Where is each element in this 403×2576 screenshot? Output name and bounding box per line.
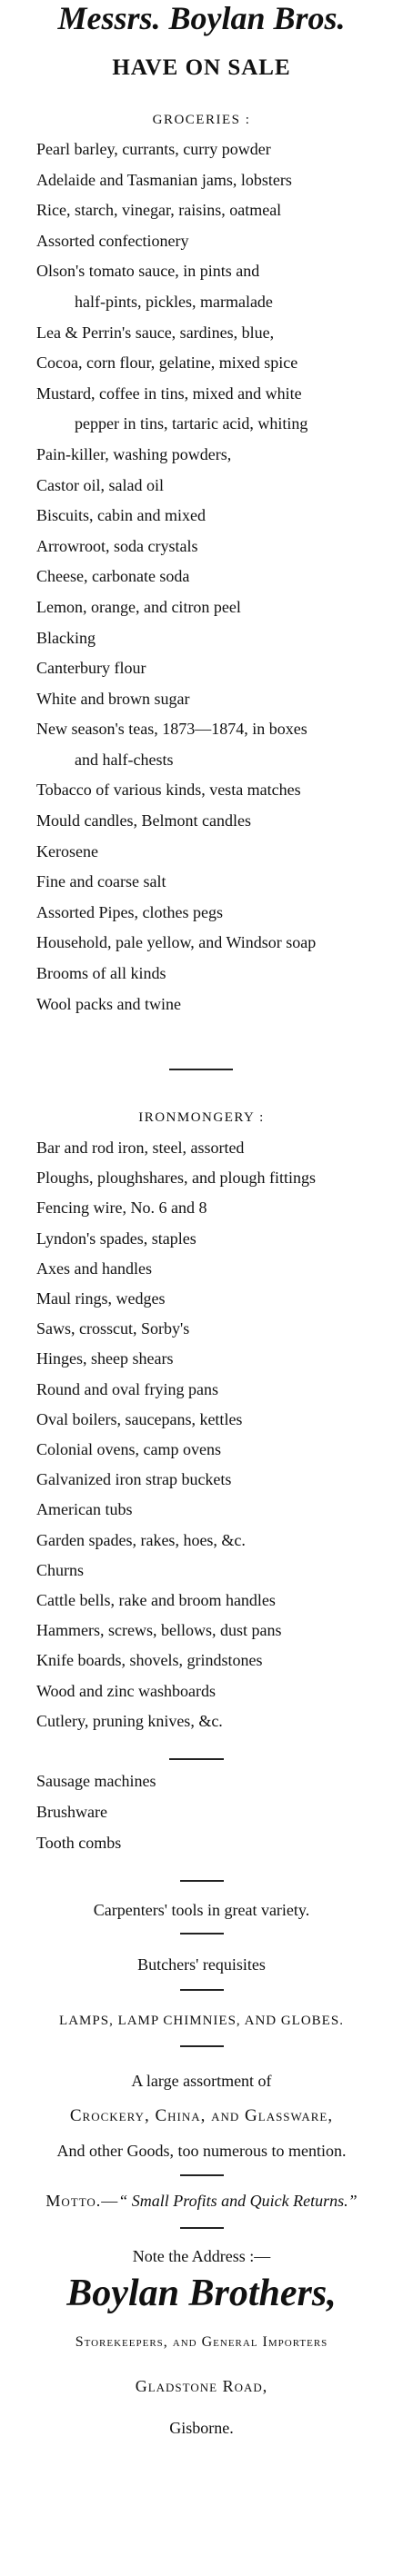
assortment-line-1: A large assortment of	[131, 2072, 272, 2090]
list-item: New season's teas, 1873—1874, in boxes	[36, 720, 307, 739]
list-item: half-pints, pickles, marmalade	[75, 292, 273, 311]
list-item: White and brown sugar	[36, 689, 190, 708]
list-item: Blacking	[36, 628, 96, 647]
assortment-line-3: And other Goods, too numerous to mention.	[56, 2142, 347, 2160]
groceries-title: GROCERIES :	[152, 113, 251, 127]
divider-rule	[180, 2174, 224, 2176]
list-item: Assorted confectionery	[36, 231, 189, 250]
list-item: Rice, starch, vinegar, raisins, oatmeal	[36, 201, 282, 220]
list-item: Wool packs and twine	[36, 994, 182, 1013]
list-item: Knife boards, shovels, grindstones	[36, 1651, 263, 1670]
list-item: pepper in tins, tartaric acid, whiting	[75, 414, 308, 433]
list-item: Olson's tomato sauce, in pints and	[36, 262, 260, 281]
list-item: Brooms of all kinds	[36, 964, 166, 983]
list-item: Brushware	[36, 1803, 107, 1821]
list-item: Fine and coarse salt	[36, 872, 166, 891]
list-item: Galvanized iron strap buckets	[36, 1470, 232, 1489]
footer-line-1: Storekeepers, and General Importers	[75, 2334, 328, 2350]
carpenters-notice: Carpenters' tools in great variety.	[93, 1901, 310, 1919]
list-item: Hammers, screws, bellows, dust pans	[36, 1621, 282, 1640]
header-subtitle: HAVE ON SALE	[112, 55, 291, 80]
ironmongery-list	[36, 1133, 396, 1736]
list-item: Arrowroot, soda crystals	[36, 536, 198, 555]
list-item: Biscuits, cabin and mixed	[36, 506, 206, 525]
list-item: Garden spades, rakes, hoes, &c.	[36, 1530, 246, 1549]
motto-line	[0, 2190, 403, 2212]
list-item: and half-chests	[75, 750, 174, 769]
list-item: Hinges, sheep shears	[36, 1349, 174, 1368]
list-item: Cheese, carbonate soda	[36, 567, 190, 586]
footer-line-3: Gisborne.	[169, 2419, 234, 2437]
divider-rule	[180, 1989, 224, 1991]
divider-rule	[180, 2227, 224, 2229]
list-item: Lea & Perrin's sauce, sardines, blue,	[36, 323, 275, 342]
assortment-line-2: Crockery, China, and Glassware,	[69, 2106, 334, 2125]
list-item: Ploughs, ploughshares, and plough fittings	[36, 1169, 316, 1188]
list-item: Bar and rod iron, steel, assorted	[36, 1139, 245, 1157]
ironmongery-title: IRONMONGERY :	[138, 1110, 265, 1125]
footer-line-2: Gladstone Road,	[135, 2377, 268, 2395]
list-item: Castor oil, salad oil	[36, 475, 164, 494]
list-item: Assorted Pipes, clothes pegs	[36, 902, 223, 921]
list-item: Cutlery, pruning knives, &c.	[36, 1711, 223, 1730]
list-item: American tubs	[36, 1500, 133, 1519]
list-item: Pearl barley, currants, curry powder	[36, 140, 271, 158]
list-item: Canterbury flour	[36, 659, 146, 678]
list-item: Sausage machines	[36, 1772, 156, 1790]
list-item: Wood and zinc washboards	[36, 1681, 216, 1700]
list-item: Lyndon's spades, staples	[36, 1228, 196, 1248]
list-item: Axes and handles	[36, 1258, 152, 1278]
list-item: Oval boilers, saucepans, kettles	[36, 1409, 243, 1428]
list-item: Maul rings, wedges	[36, 1289, 166, 1308]
list-item: Colonial ovens, camp ovens	[36, 1440, 221, 1459]
list-item: Saws, crosscut, Sorby's	[36, 1319, 190, 1338]
list-item: Kerosene	[36, 841, 98, 860]
list-item: Pain-killer, washing powders,	[36, 444, 232, 463]
divider-rule	[180, 1933, 224, 1934]
groceries-list	[36, 134, 396, 1019]
divider-rule	[169, 1069, 233, 1070]
list-item: Tooth combs	[36, 1834, 122, 1852]
divider-rule	[180, 1880, 224, 1882]
divider-rule	[169, 1758, 224, 1760]
list-item: Mould candles, Belmont candles	[36, 811, 251, 830]
misc-list	[36, 1765, 396, 1858]
motto-label: Motto.—	[45, 2192, 119, 2210]
list-item: Cattle bells, rake and broom handles	[36, 1591, 276, 1610]
list-item: Adelaide and Tasmanian jams, lobsters	[36, 170, 292, 189]
list-item: Mustard, coffee in tins, mixed and white	[36, 383, 302, 403]
lamps-notice: LAMPS, LAMP CHIMNIES, AND GLOBES.	[59, 2014, 344, 2028]
address-note: Note the Address :—	[132, 2247, 271, 2265]
butchers-notice: Butchers' requisites	[137, 1955, 266, 1974]
list-item: Churns	[36, 1560, 85, 1579]
list-item: Tobacco of various kinds, vesta matches	[36, 781, 301, 800]
header-title: Messrs. Boylan Bros.	[57, 0, 346, 36]
list-item: Round and oval frying pans	[36, 1379, 218, 1398]
list-item: Fencing wire, No. 6 and 8	[36, 1198, 207, 1218]
list-item: Lemon, orange, and citron peel	[36, 597, 241, 616]
list-item: Cocoa, corn flour, gelatine, mixed spice	[36, 353, 298, 373]
divider-rule	[180, 2045, 224, 2047]
list-item: Household, pale yellow, and Windsor soap	[36, 933, 317, 952]
footer-name: Boylan Brothers,	[66, 2273, 337, 2314]
motto-text: “ Small Profits and Quick Returns.”	[118, 2192, 358, 2210]
